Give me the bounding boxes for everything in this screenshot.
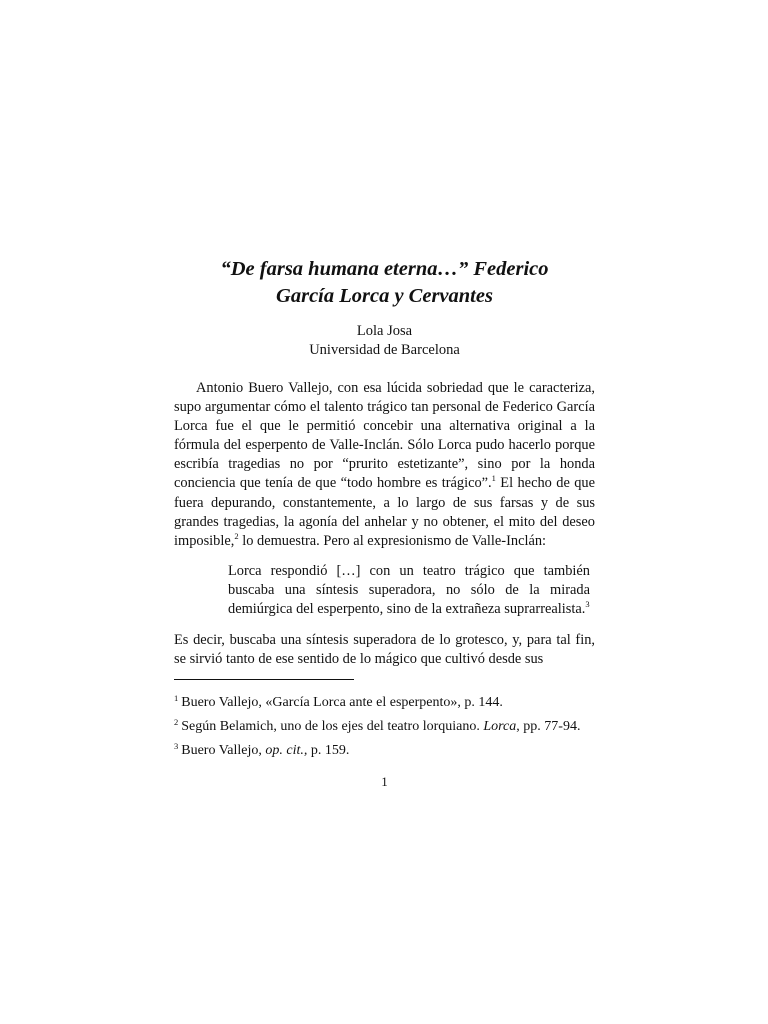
footnotes	[174, 694, 595, 760]
footnote-separator	[174, 679, 354, 680]
author-name: Lola Josa	[356, 323, 413, 339]
footnote-3-text: Buero Vallejo,	[181, 743, 266, 759]
paragraph-1	[174, 379, 595, 551]
paragraph-2: Es decir, buscaba una síntesis superadora de lo grotesco, y, para tal fin, se sirvió tanto de ese sentido de lo mágico que cultivó desde sus	[174, 632, 595, 668]
footnote-2-text-after: , pp. 77-94.	[516, 719, 581, 735]
footnote-3-number: 3	[174, 740, 179, 751]
quote-text: Lorca respondió […] con un teatro trágico que también buscaba una síntesis superadora, no sólo de la mirada demiúrgica del esperpento, sino de la extrañeza suprarrealista.	[228, 562, 590, 618]
footnote-1-number: 1	[174, 692, 179, 703]
document-page	[174, 256, 595, 789]
title-line-1: “De farsa humana eterna…” Federico	[220, 258, 549, 280]
footnote-ref-2[interactable]: 2	[234, 530, 239, 541]
article-title	[174, 256, 595, 310]
footnote-2-text: Según Belamich, uno de los ejes del teatro lorquiano.	[181, 719, 484, 735]
paragraph-1-part-3: lo demuestra. Pero al expresionismo de Valle-Inclán:	[238, 532, 547, 549]
footnote-2-number: 2	[174, 716, 179, 727]
footnote-ref-1[interactable]: 1	[491, 473, 496, 484]
footnote-2-italic: Lorca	[483, 719, 517, 735]
footnote-3-text-after: p. 159.	[307, 743, 350, 759]
title-line-2: García Lorca y Cervantes	[276, 285, 493, 307]
paragraph-1-part-1: Antonio Buero Vallejo, con esa lúcida sobriedad que le caracteriza, supo argumentar cómo el talento trágico tan personal de Federico García Lorca fue el que le permitió concebir una alternativa original a la fórmula del esperpento de Valle-Inclán. Sólo Lorca pudo hacerlo porque escribía tragedias no por “prurito estetizante”, sino por la honda conciencia que tenía de que “todo hombre es trágico”.	[174, 380, 595, 492]
paragraph-1-part-2: El hecho de que fuera depurando, constantemente, a lo largo de sus farsas y de sus grandes tragedias, la agonía del anhelar y no obtener, el mito del deseo imposible,	[174, 475, 595, 549]
author-affiliation: Universidad de Barcelona	[309, 342, 460, 358]
footnote-1	[174, 694, 595, 712]
footnote-3	[174, 742, 595, 760]
footnote-ref-3[interactable]: 3	[585, 599, 590, 610]
page-number: 1	[381, 774, 388, 789]
author-block	[174, 322, 595, 360]
footnote-2	[174, 718, 595, 736]
block-quote	[228, 562, 590, 619]
footnote-1-text: Buero Vallejo, «García Lorca ante el esperpento», p. 144.	[181, 695, 503, 711]
footnote-3-italic: op. cit.,	[265, 743, 308, 759]
